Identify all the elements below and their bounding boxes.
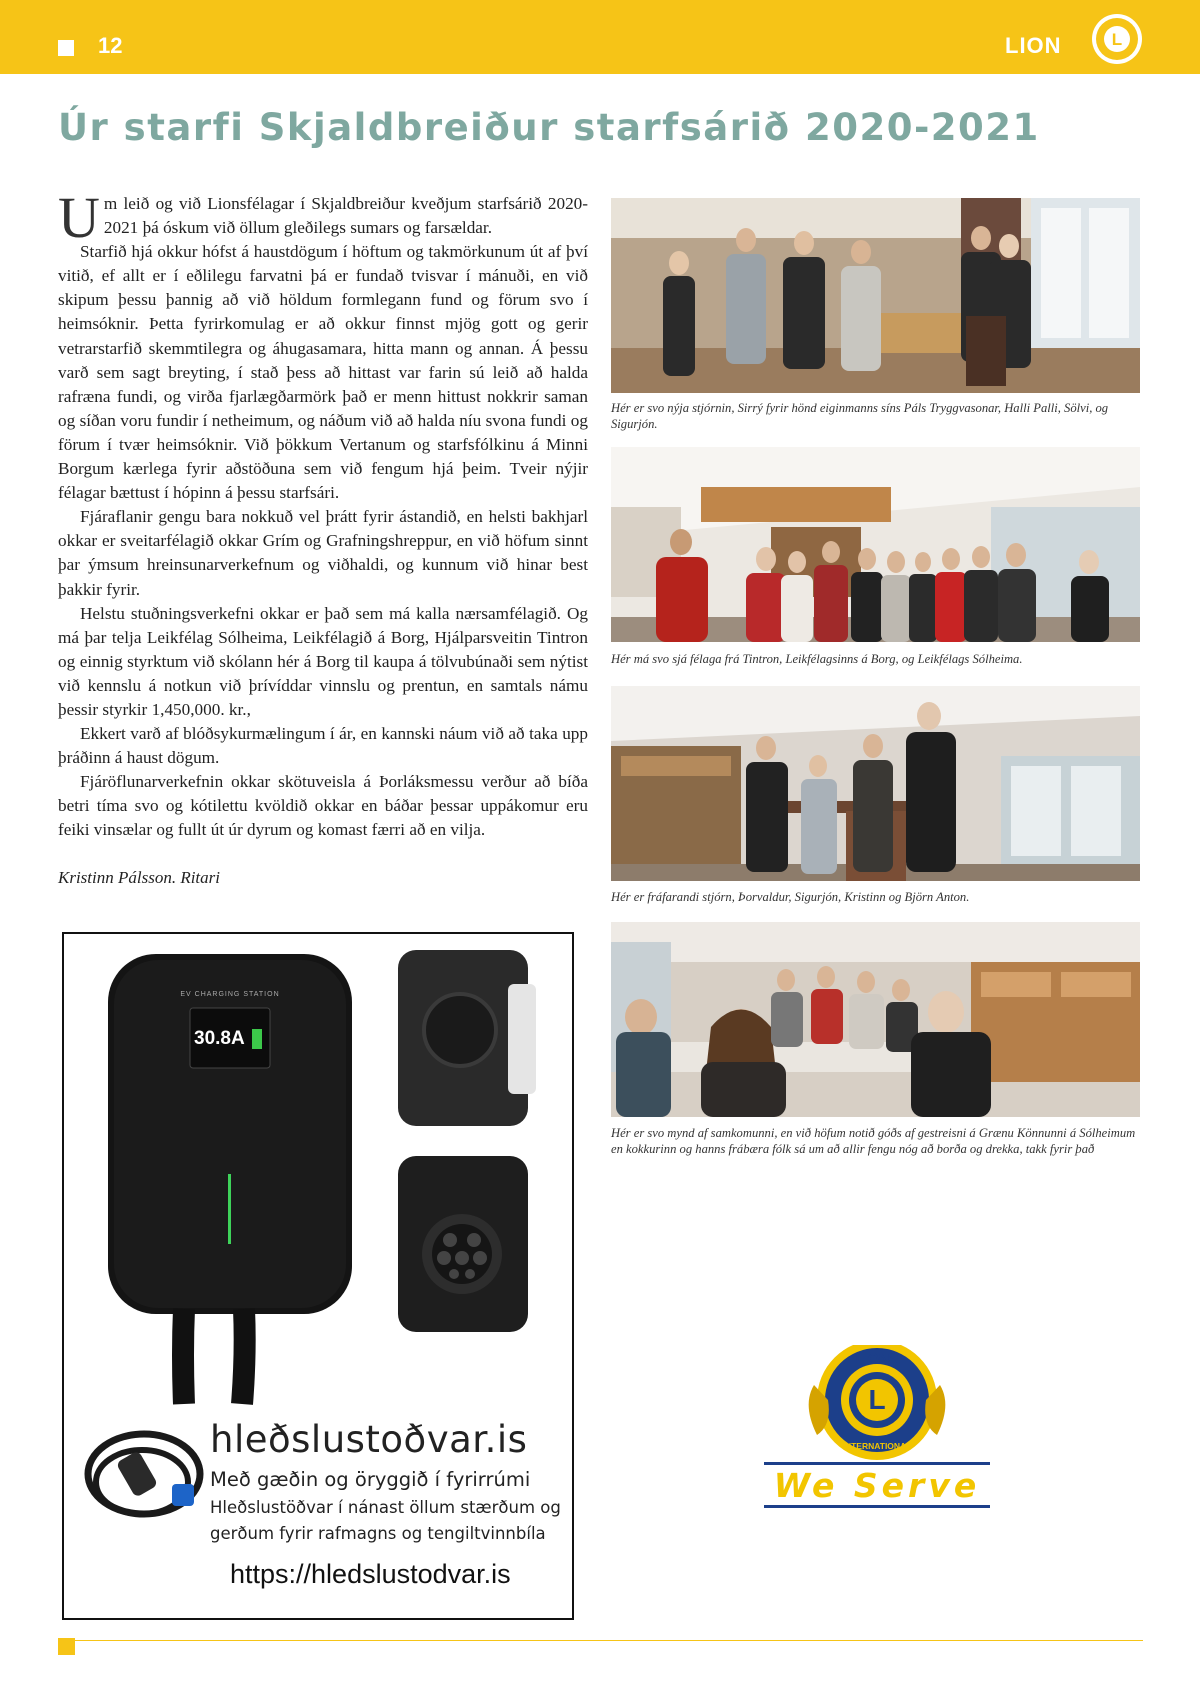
article-paragraph: Helstu stuðningsverkefni okkar er það sem má kalla nærsamfélagið. Og má þar telja Leikfélag Sólheima, Leikfélagið á Borg, Hjálparsveitin Tintron og einnig styrktum við skólann hér á Borg til kaupa á tölvubúnaði sem nýtist við kennslu á notkun við þrívíddar vinnslu og prentun, en samtals námu þessir styrkir 1,450,000. kr., <box>58 603 588 719</box>
photo-caption: Hér er fráfarandi stjórn, Þorvaldur, Sigurjón, Kristinn og Björn Anton. <box>611 890 970 904</box>
photo-gathering <box>611 922 1140 1117</box>
ad-brand: hleðslustoðvar.is <box>210 1418 528 1461</box>
magazine-name: LION <box>1005 33 1062 58</box>
header-square-icon <box>58 40 74 56</box>
lions-we-serve-logo <box>762 1345 992 1520</box>
article-signature: Kristinn Pálsson. Ritari <box>58 868 220 887</box>
article-paragraph: Um leið og við Lionsfélagar í Skjaldbreiður kveðjum starfsárið 2020-2021 þá óskum við öllum gleðilegs sumars og farsældar. <box>58 185 588 250</box>
photo-caption: Hér er svo nýja stjórnin, Sirrý fyrir hönd eiginmanns síns Páls Tryggvasonar, Halli Palli, Sölvi, og Sigurjón. <box>611 401 1109 431</box>
article-paragraph: Fjáraflanir gengu bara nokkuð vel þrátt fyrir ástandið, en helsti bakhjarl okkar er sveitarfélagið okkar Grím og Grafningshreppur, en við höfum sinnt þar ýmsum hreinsunarverkefnum og viðhaldi, og kunnum við hinar best þakkir fyrir. <box>58 507 588 599</box>
footer-rule <box>75 1640 1143 1641</box>
footer-square-icon <box>58 1638 75 1655</box>
page-header <box>0 0 1200 74</box>
photo-former-board <box>611 686 1140 881</box>
screen-reading: 30.8A <box>194 1028 245 1049</box>
ad-description: gerðum fyrir rafmagns og tengiltvinnbíla <box>210 1524 546 1543</box>
article-paragraph: Ekkert varð af blóðsykurmælingum í ár, en kannski náum við að taka upp þráðinn á haust dögum. <box>58 724 588 768</box>
product-label: EV CHARGING STATION <box>180 991 280 998</box>
svg-text:L: L <box>1111 30 1123 49</box>
photo-new-board <box>611 198 1140 393</box>
ad-url[interactable]: https://hledslustodvar.is <box>230 1559 511 1589</box>
ad-description: Hleðslustöðvar í nánast öllum stærðum og <box>210 1498 561 1517</box>
lions-center-letter: L <box>868 1384 886 1415</box>
photo-caption: Hér er svo mynd af samkomunni, en við höfum notið góðs af gestreisni á Grænu Könnunni á Sólheimum en kokkurinn og hanns frábæra fólk sá um að allir fengu nóg að borða og drekka, takk fyrir það <box>611 1126 1136 1156</box>
article-body <box>58 185 588 843</box>
photo-caption: Hér má svo sjá félaga frá Tintron, Leikfélagsinns á Borg, og Leikfélags Sólheima. <box>611 652 1023 666</box>
ad-slogan: Með gæðin og öryggið í fyrirrúmi <box>210 1468 531 1491</box>
lions-bottom-text: INTERNATIONAL <box>842 1441 912 1451</box>
lions-motto: We Serve <box>773 1466 981 1505</box>
photo-organizations <box>611 447 1140 642</box>
charging-station-illustration <box>64 934 574 1620</box>
drop-cap: U <box>58 185 100 250</box>
charging-station-ad <box>62 932 574 1620</box>
page-number: 12 <box>98 33 123 58</box>
article-title: Úr starfi Skjaldbreiður starfsárið 2020-2021 <box>58 106 1040 149</box>
article-paragraph: Starfið hjá okkur hófst á haustdögum í höftum og takmörkunum út af því vitið, ef allt er í eðlilegu farvatni þá er fundað tvisvar í mánuði, en við skipum þessu þannig að við höldum formlegann fund og förum svo í heimsóknir. Þetta fyrirkomulag er að okkur finnst mjög gott og gerir vetrarstarfið skemmtilegra og áhugasamara, hitta mann og annan. Á þessu varð sem sagt breyting, í stað þess að hittast var farin sú leið að halda rafræna fundi, og virða fjarlægðarmörk það er menn hittust nokkrir saman og síðan voru fundir í netheimum, og náðum við að halda níu svona fundi og förum í tvær heimsóknir. Við þökkum Vertanum og starfsfólkinu á Minni Borgum kærlega fyrir aðstöðuna sem við fengum hjá þeim. Tveir nýjir félagar bættust í hópinn á þessu starfsári. <box>58 242 588 503</box>
article-paragraph: Fjáröflunarverkefnin okkar skötuveisla á Þorláksmessu verður að bíða betri tíma svo og kótilettu kvöldið okkar en báðar þessar uppákomur eru feiki vinsælar og fullt út úr dyrum og komast færri að en vilja. <box>58 772 588 840</box>
lions-top-text: LIONS <box>855 1350 899 1366</box>
lions-emblem-icon <box>1090 12 1144 66</box>
